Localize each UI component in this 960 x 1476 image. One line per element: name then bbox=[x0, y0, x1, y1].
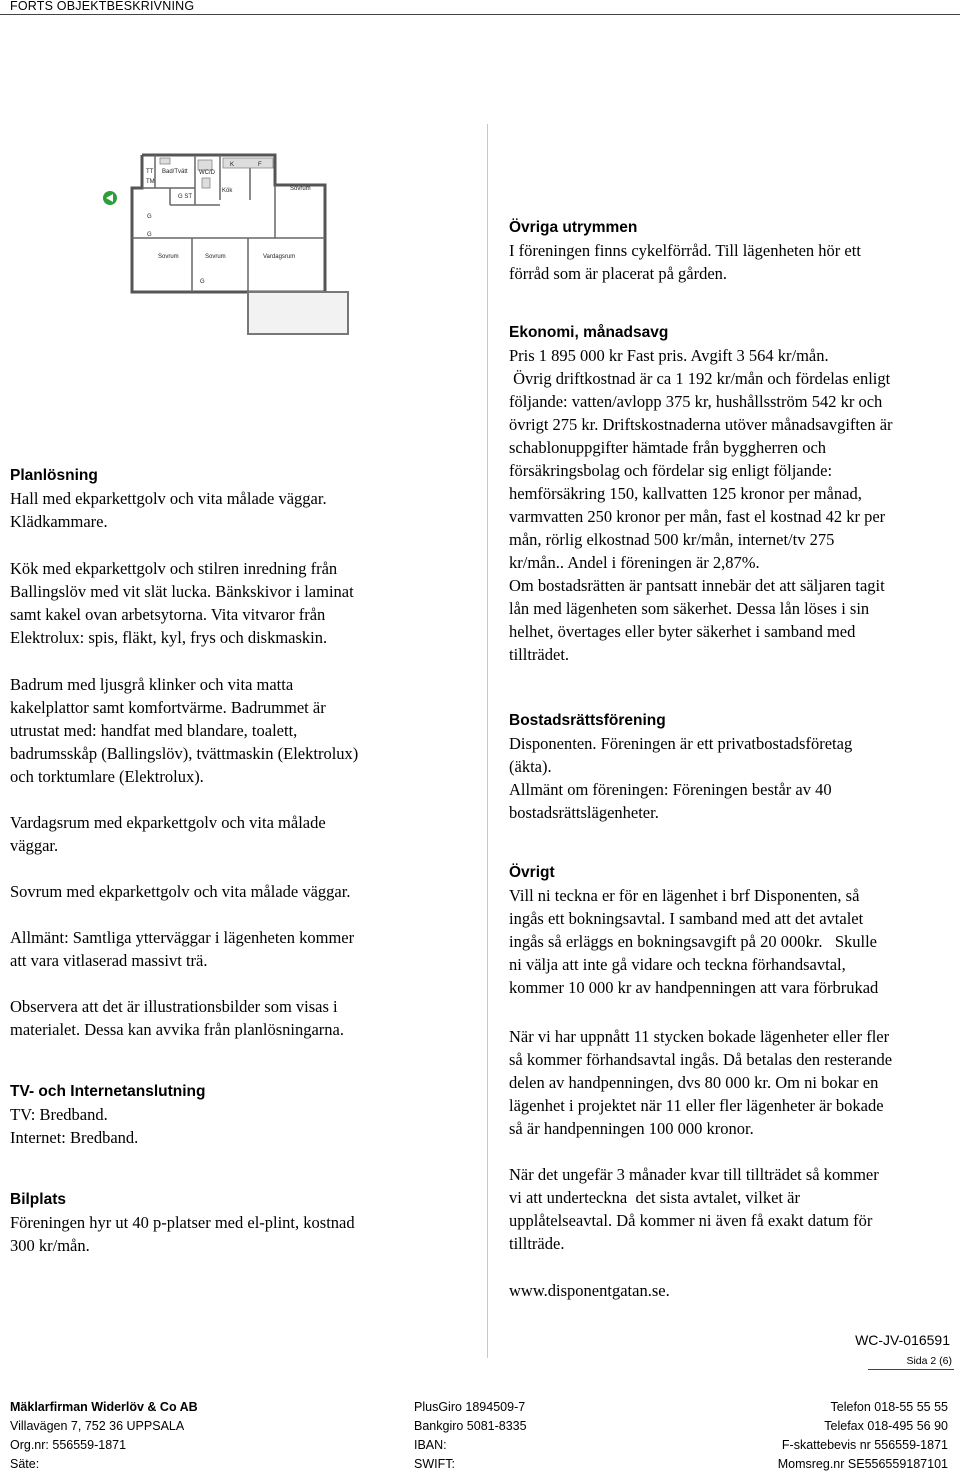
ekonomi-line: försäkringsbolag och fördelar sig enligt följande: bbox=[509, 461, 833, 480]
planlosning-line: Klädkammare. bbox=[10, 512, 108, 531]
plan-label-g2: G bbox=[147, 232, 152, 238]
tv-line: Internet: Bredband. bbox=[10, 1128, 139, 1147]
ekonomi-line: hemförsäkring 150, kallvatten 125 kronor per månad, bbox=[509, 484, 862, 503]
footer-address: Villavägen 7, 752 36 UPPSALA bbox=[10, 1419, 185, 1433]
planlosning-line: Ballingslöv med vit slät lucka. Bänkskivor i laminat bbox=[10, 582, 354, 601]
ovrigt-line: När vi har uppnått 11 stycken bokade lägenheter eller fler bbox=[509, 1027, 890, 1046]
ekonomi-line: Övrig driftkostnad är ca 1 192 kr/mån och fördelas enligt bbox=[509, 369, 891, 388]
planlosning-line: Badrum med ljusgrå klinker och vita matta bbox=[10, 675, 294, 694]
plan-label-g3: G bbox=[200, 279, 205, 285]
ovriga-line: I föreningen finns cykelförråd. Till lägenheten hör ett bbox=[509, 241, 861, 260]
ekonomi-line: schablonuppgifter hämtade från byggherren och bbox=[509, 438, 827, 457]
ekonomi-line: Om bostadsrätten är pantsatt innebär det att säljaren tagit bbox=[509, 576, 885, 595]
footer-telefax: Telefax 018-495 56 90 bbox=[824, 1419, 948, 1433]
document-id: WC-JV-016591 bbox=[855, 1332, 950, 1348]
planlosning-line: kakelplattor samt komfortvärme. Badrummet är bbox=[10, 698, 326, 717]
document-title: FORTS OBJEKTBESKRIVNING bbox=[10, 0, 195, 13]
section-bostadsrattsforening bbox=[509, 710, 954, 824]
heading-ekonomi: Ekonomi, månadsavg bbox=[509, 324, 669, 341]
plan-label-sovrum-ne: Sovrum bbox=[290, 186, 311, 192]
heading-bilplats: Bilplats bbox=[10, 1191, 66, 1208]
floor-plan-drawing bbox=[100, 150, 355, 340]
website bbox=[509, 1279, 954, 1302]
planlosning-line: Sovrum med ekparkettgolv och vita målade väggar. bbox=[10, 882, 351, 901]
bilplats-line: Föreningen hyr ut 40 p-platser med el-plint, kostnad bbox=[10, 1213, 355, 1232]
planlosning-line: Hall med ekparkettgolv och vita målade väggar. bbox=[10, 489, 327, 508]
plan-label-kok: Kök bbox=[222, 188, 233, 194]
section-bilplats bbox=[10, 1189, 480, 1257]
tv-line: TV: Bredband. bbox=[10, 1105, 108, 1124]
ekonomi-line: övrigt 275 kr. Driftskostnaderna utöver månadsavgiften är bbox=[509, 415, 893, 434]
planlosning-line: Allmänt: Samtliga ytterväggar i lägenheten kommer bbox=[10, 928, 355, 947]
ekonomi-line: helhet, övertages eller byter säkerhet i samband med bbox=[509, 622, 856, 641]
plan-label-bad: Bad/Tvätt bbox=[162, 169, 188, 175]
planlosning-line: Kök med ekparkettgolv och stilren inredning från bbox=[10, 559, 338, 578]
ovrigt-line: ni välja att inte gå vidare och teckna förhandsavtal, bbox=[509, 955, 846, 974]
heading-bostadsrattsforening: Bostadsrättsförening bbox=[509, 712, 666, 729]
ovrigt-line: så är handpenningen 100 000 kronor. bbox=[509, 1119, 754, 1138]
ekonomi-line: tillträdet. bbox=[509, 645, 570, 664]
ekonomi-line: mån, rörlig elkostnad 500 kr/mån, internet/tv 275 bbox=[509, 530, 835, 549]
bostadsratt-line: bostadsrättslägenheter. bbox=[509, 803, 659, 822]
page-number: Sida 2 (6) bbox=[906, 1355, 952, 1367]
planlosning-vardagsrum bbox=[10, 811, 480, 857]
bostadsratt-line: Disponenten. Föreningen är ett privatbostadsföretag bbox=[509, 734, 853, 753]
planlosning-line: utrustat med: handfat med blandare, toalett, bbox=[10, 721, 298, 740]
footer-swift: SWIFT: bbox=[414, 1457, 455, 1471]
bostadsratt-line: (äkta). bbox=[509, 757, 552, 776]
section-ekonomi bbox=[509, 322, 954, 666]
planlosning-kok bbox=[10, 557, 480, 649]
ovrigt-line: När det ungefär 3 månader kvar till tillträdet så kommer bbox=[509, 1165, 879, 1184]
ovrigt-paragraph-2 bbox=[509, 1025, 954, 1140]
floor-plan bbox=[100, 150, 355, 340]
footer-telefon: Telefon 018-55 55 55 bbox=[830, 1400, 948, 1414]
plan-label-wc: WC/D bbox=[199, 170, 215, 176]
planlosning-line: Elektrolux: spis, fläkt, kyl, frys och diskmaskin. bbox=[10, 628, 328, 647]
footer-momsreg: Momsreg.nr SE556559187101 bbox=[777, 1457, 948, 1471]
ovrigt-line: upplåtelseavtal. Då kommer ni även få exakt datum för bbox=[509, 1211, 873, 1230]
plan-label-k: K bbox=[230, 162, 235, 168]
plan-label-f: F bbox=[258, 162, 262, 168]
plan-label-vardagsrum: Vardagsrum bbox=[263, 254, 296, 260]
heading-tv-internet: TV- och Internetanslutning bbox=[10, 1083, 206, 1100]
column-divider bbox=[487, 124, 488, 1358]
planlosning-sovrum bbox=[10, 880, 480, 903]
ovriga-line: förråd som är placerat på gården. bbox=[509, 264, 728, 283]
ekonomi-line: lån med lägenheten som säkerhet. Dessa lån löses i sin bbox=[509, 599, 870, 618]
planlosning-line: Vardagsrum med ekparkettgolv och vita målade bbox=[10, 813, 326, 832]
footer-company-name: Mäklarfirman Widerlöv & Co AB bbox=[10, 1400, 198, 1414]
section-ovriga-utrymmen bbox=[509, 217, 954, 285]
planlosning-line: väggar. bbox=[10, 836, 59, 855]
section-tv-internet bbox=[10, 1081, 480, 1149]
ekonomi-line: Pris 1 895 000 kr Fast pris. Avgift 3 564 kr/mån. bbox=[509, 346, 829, 365]
planlosning-line: Observera att det är illustrationsbilder som visas i bbox=[10, 997, 338, 1016]
heading-ovriga-utrymmen: Övriga utrymmen bbox=[509, 219, 638, 236]
planlosning-observera bbox=[10, 995, 480, 1041]
planlosning-badrum bbox=[10, 673, 480, 788]
footer-sate: Säte: bbox=[10, 1457, 40, 1471]
ovrigt-line: vi att underteckna det sista avtalet, vilket är bbox=[509, 1188, 800, 1207]
planlosning-line: badrumsskåp (Ballingslöv), tvättmaskin (Elektrolux) bbox=[10, 744, 359, 763]
ovrigt-line: lägenhet i projektet när 11 eller fler lägenheter är bokade bbox=[509, 1096, 884, 1115]
planlosning-line: och torktumlare (Elektrolux). bbox=[10, 767, 204, 786]
plan-label-tt: TT bbox=[146, 169, 154, 175]
bostadsratt-line: Allmänt om föreningen: Föreningen består av 40 bbox=[509, 780, 832, 799]
ekonomi-line: kr/mån.. Andel i föreningen är 2,87%. bbox=[509, 553, 760, 572]
plan-label-sovrum-2: Sovrum bbox=[205, 254, 226, 260]
ovrigt-line: delen av handpenningen, dvs 80 000 kr. Om ni bokar en bbox=[509, 1073, 879, 1092]
plan-label-sovrum-1: Sovrum bbox=[158, 254, 179, 260]
ekonomi-line: följande: vatten/avlopp 375 kr, hushållsström 542 kr och bbox=[509, 392, 883, 411]
page-header bbox=[0, 0, 960, 14]
footer-orgnr: Org.nr: 556559-1871 bbox=[10, 1438, 127, 1452]
page-number-underline bbox=[868, 1369, 954, 1370]
ovrigt-line: ingås ett bokningsavtal. I samband med att det avtalet bbox=[509, 909, 864, 928]
ovrigt-line: Vill ni teckna er för en lägenhet i brf Disponenten, så bbox=[509, 886, 860, 905]
footer-bankgiro: Bankgiro 5081-8335 bbox=[414, 1419, 527, 1433]
ovrigt-line: ingås så erläggs en bokningsavgift på 20 000kr. Skulle bbox=[509, 932, 877, 951]
website-link[interactable]: www.disponentgatan.se. bbox=[509, 1281, 670, 1300]
footer-fskatt: F-skattebevis nr 556559-1871 bbox=[781, 1438, 948, 1452]
planlosning-allmant bbox=[10, 926, 480, 972]
ovrigt-line: tillträde. bbox=[509, 1234, 565, 1253]
section-planlosning bbox=[10, 465, 480, 533]
footer-iban: IBAN: bbox=[414, 1438, 447, 1452]
heading-planlosning: Planlösning bbox=[10, 467, 98, 484]
ekonomi-line: varmvatten 250 kronor per mån, fast el kostnad 42 kr per bbox=[509, 507, 886, 526]
plan-label-g1: G bbox=[147, 214, 152, 220]
section-ovrigt bbox=[509, 862, 954, 999]
planlosning-line: materialet. Dessa kan avvika från planlösningarna. bbox=[10, 1020, 344, 1039]
ovrigt-line: så kommer förhandsavtal ingås. Då betalas den resterande bbox=[509, 1050, 893, 1069]
planlosning-line: samt kakel ovan arbetsytorna. Vita vitvaror från bbox=[10, 605, 326, 624]
header-divider bbox=[0, 14, 960, 15]
planlosning-line: att vara vitlaserad massivt trä. bbox=[10, 951, 208, 970]
plan-label-tm: TM bbox=[146, 179, 155, 185]
bilplats-line: 300 kr/mån. bbox=[10, 1236, 90, 1255]
ovrigt-paragraph-3 bbox=[509, 1163, 954, 1255]
ovrigt-line: kommer 10 000 kr av handpenningen att vara förbrukad bbox=[509, 978, 879, 997]
plan-label-g-st: G ST bbox=[178, 194, 193, 200]
heading-ovrigt: Övrigt bbox=[509, 864, 555, 881]
footer-plusgiro: PlusGiro 1894509-7 bbox=[414, 1400, 526, 1414]
